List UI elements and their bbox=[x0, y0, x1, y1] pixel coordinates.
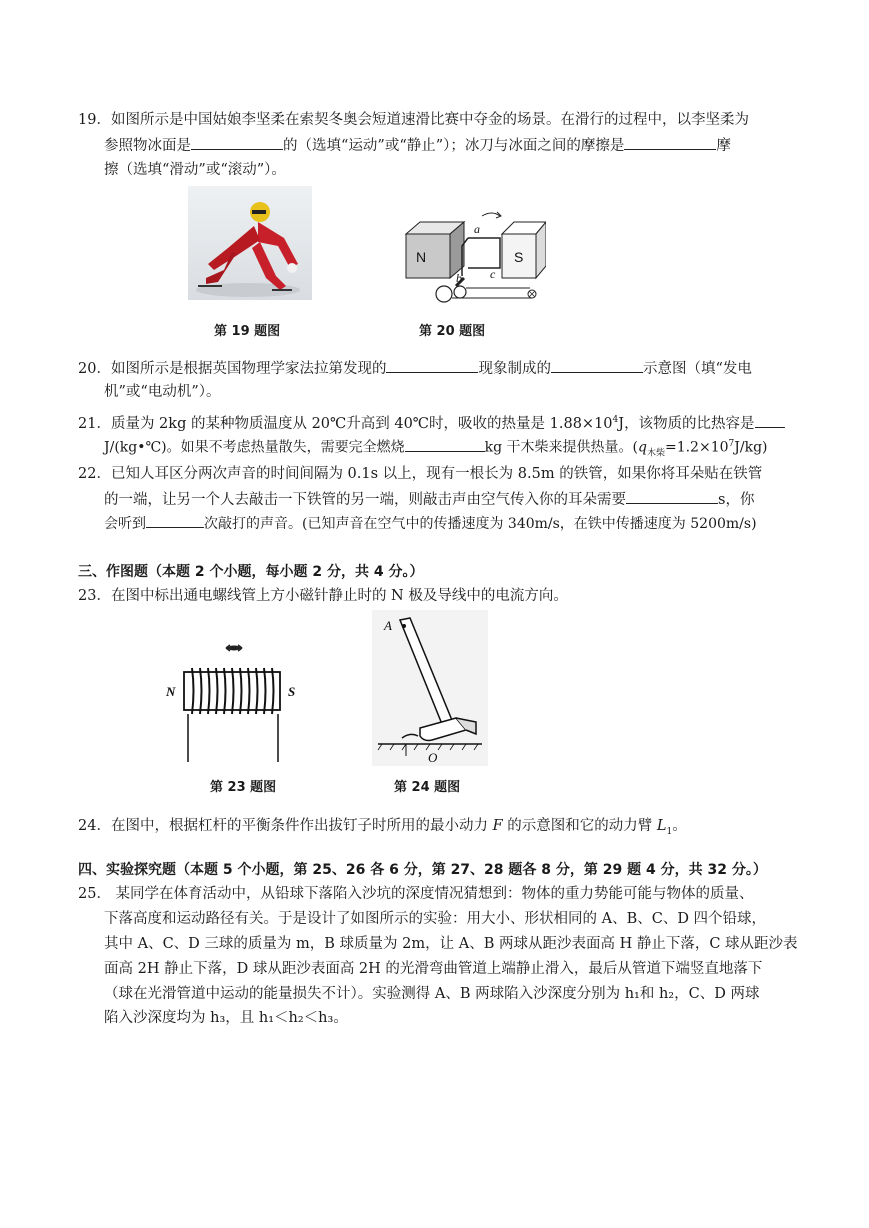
q23-caption: 第 23 题图 bbox=[210, 780, 277, 795]
q20-label-s: S bbox=[514, 249, 524, 265]
q24-label-o: O bbox=[428, 750, 438, 765]
q20-line-2: 机”或“电动机”）。 bbox=[104, 384, 221, 400]
q21-text-e: =1.2×10 bbox=[664, 439, 729, 456]
q21-line-2 bbox=[104, 434, 768, 463]
q21-blank-2[interactable] bbox=[405, 437, 485, 452]
q25-line-5: （球在光滑管道中运动的能量损失不计）。实验测得 A、B 两球陷入沙深度分别为 h₁和 h₂，C、D 两球 bbox=[104, 986, 760, 1002]
q24-force-symbol: F bbox=[492, 818, 503, 834]
q21-q-sub: 木柴 bbox=[646, 448, 665, 459]
q19-caption: 第 19 题图 bbox=[214, 324, 281, 339]
q19-blank-1[interactable] bbox=[191, 135, 283, 150]
q24-lever-figure bbox=[372, 610, 488, 766]
q20-label-a: a bbox=[474, 222, 480, 236]
q19-line-1: 19．如图所示是中国姑娘李坚柔在索契冬奥会短道速滑比赛中夺金的场景。在滑行的过程中，以李坚柔为 bbox=[78, 112, 749, 128]
q24-label-a: A bbox=[384, 618, 392, 633]
q22-line-3 bbox=[104, 513, 757, 534]
q21-sup-1: 4 bbox=[612, 415, 619, 425]
q19-line-2 bbox=[104, 135, 731, 156]
q20-label-b: b bbox=[456, 271, 462, 285]
q22-text-b: s，你 bbox=[718, 492, 755, 508]
q21-text-c: J/(kg•℃)。如果不考虑热量散失，需要完全燃烧 bbox=[104, 439, 405, 456]
q22-text-d: 次敲打的声音。(已知声音在空气中的传播速度为 340m/s，在铁中传播速度为 5200m/s) bbox=[204, 516, 757, 532]
q24-arm-sub: 1 bbox=[666, 826, 673, 837]
q21-text-d: kg 干木柴来提供热量。( bbox=[484, 439, 638, 456]
q19-blank-2[interactable] bbox=[624, 135, 716, 150]
q22-line-2 bbox=[104, 489, 754, 510]
q21-blank-1[interactable] bbox=[755, 413, 785, 428]
q24-arm-symbol: L bbox=[656, 818, 667, 834]
q20-text-c: 示意图（填“发电 bbox=[642, 361, 752, 377]
q25-line-4: 面高 2H 静止下落，D 球从距沙表面高 2H 的光滑弯曲管道上端静止滑入，最后从管道下端竖直地落下 bbox=[104, 961, 763, 977]
q20-caption: 第 20 题图 bbox=[419, 324, 486, 339]
q19-line-3: 擦（选填“滑动”或“滚动”）。 bbox=[104, 162, 286, 178]
q20-figure bbox=[404, 206, 546, 308]
q19-text-b: 的（选填“运动”或“静止”）；冰刀与冰面之间的摩擦是 bbox=[283, 138, 625, 154]
q19-skater-photo bbox=[188, 186, 312, 300]
q21-text-a: 21．质量为 2kg 的某种物质温度从 20℃升高到 40℃时，吸收的热量是 1.88×10 bbox=[78, 415, 613, 432]
q23-solenoid-figure bbox=[160, 624, 310, 762]
q25-line-6: 陷入沙深度均为 h₃，且 h₁＜h₂＜h₃。 bbox=[104, 1010, 348, 1026]
q20-blank-1[interactable] bbox=[386, 358, 478, 373]
q23-text: 23．在图中标出通电螺线管上方小磁针静止时的 N 极及导线中的电流方向。 bbox=[78, 588, 568, 604]
q21-q-symbol: q bbox=[637, 439, 647, 456]
q23-label-s: S bbox=[288, 684, 296, 699]
q20-text-a: 20．如图所示是根据英国物理学家法拉第发现的 bbox=[78, 361, 387, 377]
q20-label-n: N bbox=[416, 249, 427, 265]
q20-line-1 bbox=[78, 358, 752, 379]
q20-label-c: c bbox=[490, 267, 496, 281]
q19-text-c: 摩 bbox=[716, 138, 731, 154]
q25-line-2: 下落高度和运动路径有关。于是设计了如图所示的实验：用大小、形状相同的 A、B、C、D 四个铅球， bbox=[104, 911, 767, 927]
q21-text-f: J/kg) bbox=[734, 439, 768, 456]
q21-sup-2: 7 bbox=[728, 439, 735, 449]
section-4-heading: 四、实验探究题（本题 5 个小题，第 25、26 各 6 分，第 27、28 题各 8 分，第 29 题 4 分，共 32 分。） bbox=[78, 862, 767, 878]
q22-blank-1[interactable] bbox=[626, 489, 718, 504]
q24-text bbox=[78, 816, 687, 842]
q21-text-b: J，该物质的比热容是 bbox=[618, 415, 755, 432]
q20-blank-2[interactable] bbox=[551, 358, 643, 373]
q22-text-c: 会听到 bbox=[104, 516, 146, 532]
q22-blank-2[interactable] bbox=[146, 513, 204, 528]
q24-text-a: 24．在图中，根据杠杆的平衡条件作出拔钉子时所用的最小动力 bbox=[78, 818, 493, 834]
q25-line-1: 25． 某同学在体育活动中，从铅球下落陷入沙坑的深度情况猜想到：物体的重力势能可能与物体的质量、 bbox=[78, 886, 754, 902]
q24-caption: 第 24 题图 bbox=[394, 780, 461, 795]
q22-text-a: 的一端，让另一个人去敲击一下铁管的另一端，则敲击声由空气传入你的耳朵需要 bbox=[104, 492, 626, 508]
q24-text-b: 的示意图和它的动力臂 bbox=[502, 818, 657, 834]
q20-text-b: 现象制成的 bbox=[478, 361, 551, 377]
q25-line-3: 其中 A、C、D 三球的质量为 m，B 球质量为 2m，让 A、B 两球从距沙表面高 H 静止下落，C 球从距沙表 bbox=[104, 936, 798, 952]
q21-line-1 bbox=[78, 410, 785, 434]
q19-text-a: 参照物冰面是 bbox=[104, 138, 191, 154]
section-3-heading: 三、作图题（本题 2 个小题，每小题 2 分，共 4 分。） bbox=[78, 564, 424, 580]
q22-line-1: 22．已知人耳区分两次声音的时间间隔为 0.1s 以上，现有一根长为 8.5m 的铁管，如果你将耳朵贴在铁管 bbox=[78, 466, 763, 482]
q23-label-n: N bbox=[166, 684, 176, 699]
q24-text-c: 。 bbox=[672, 818, 687, 834]
